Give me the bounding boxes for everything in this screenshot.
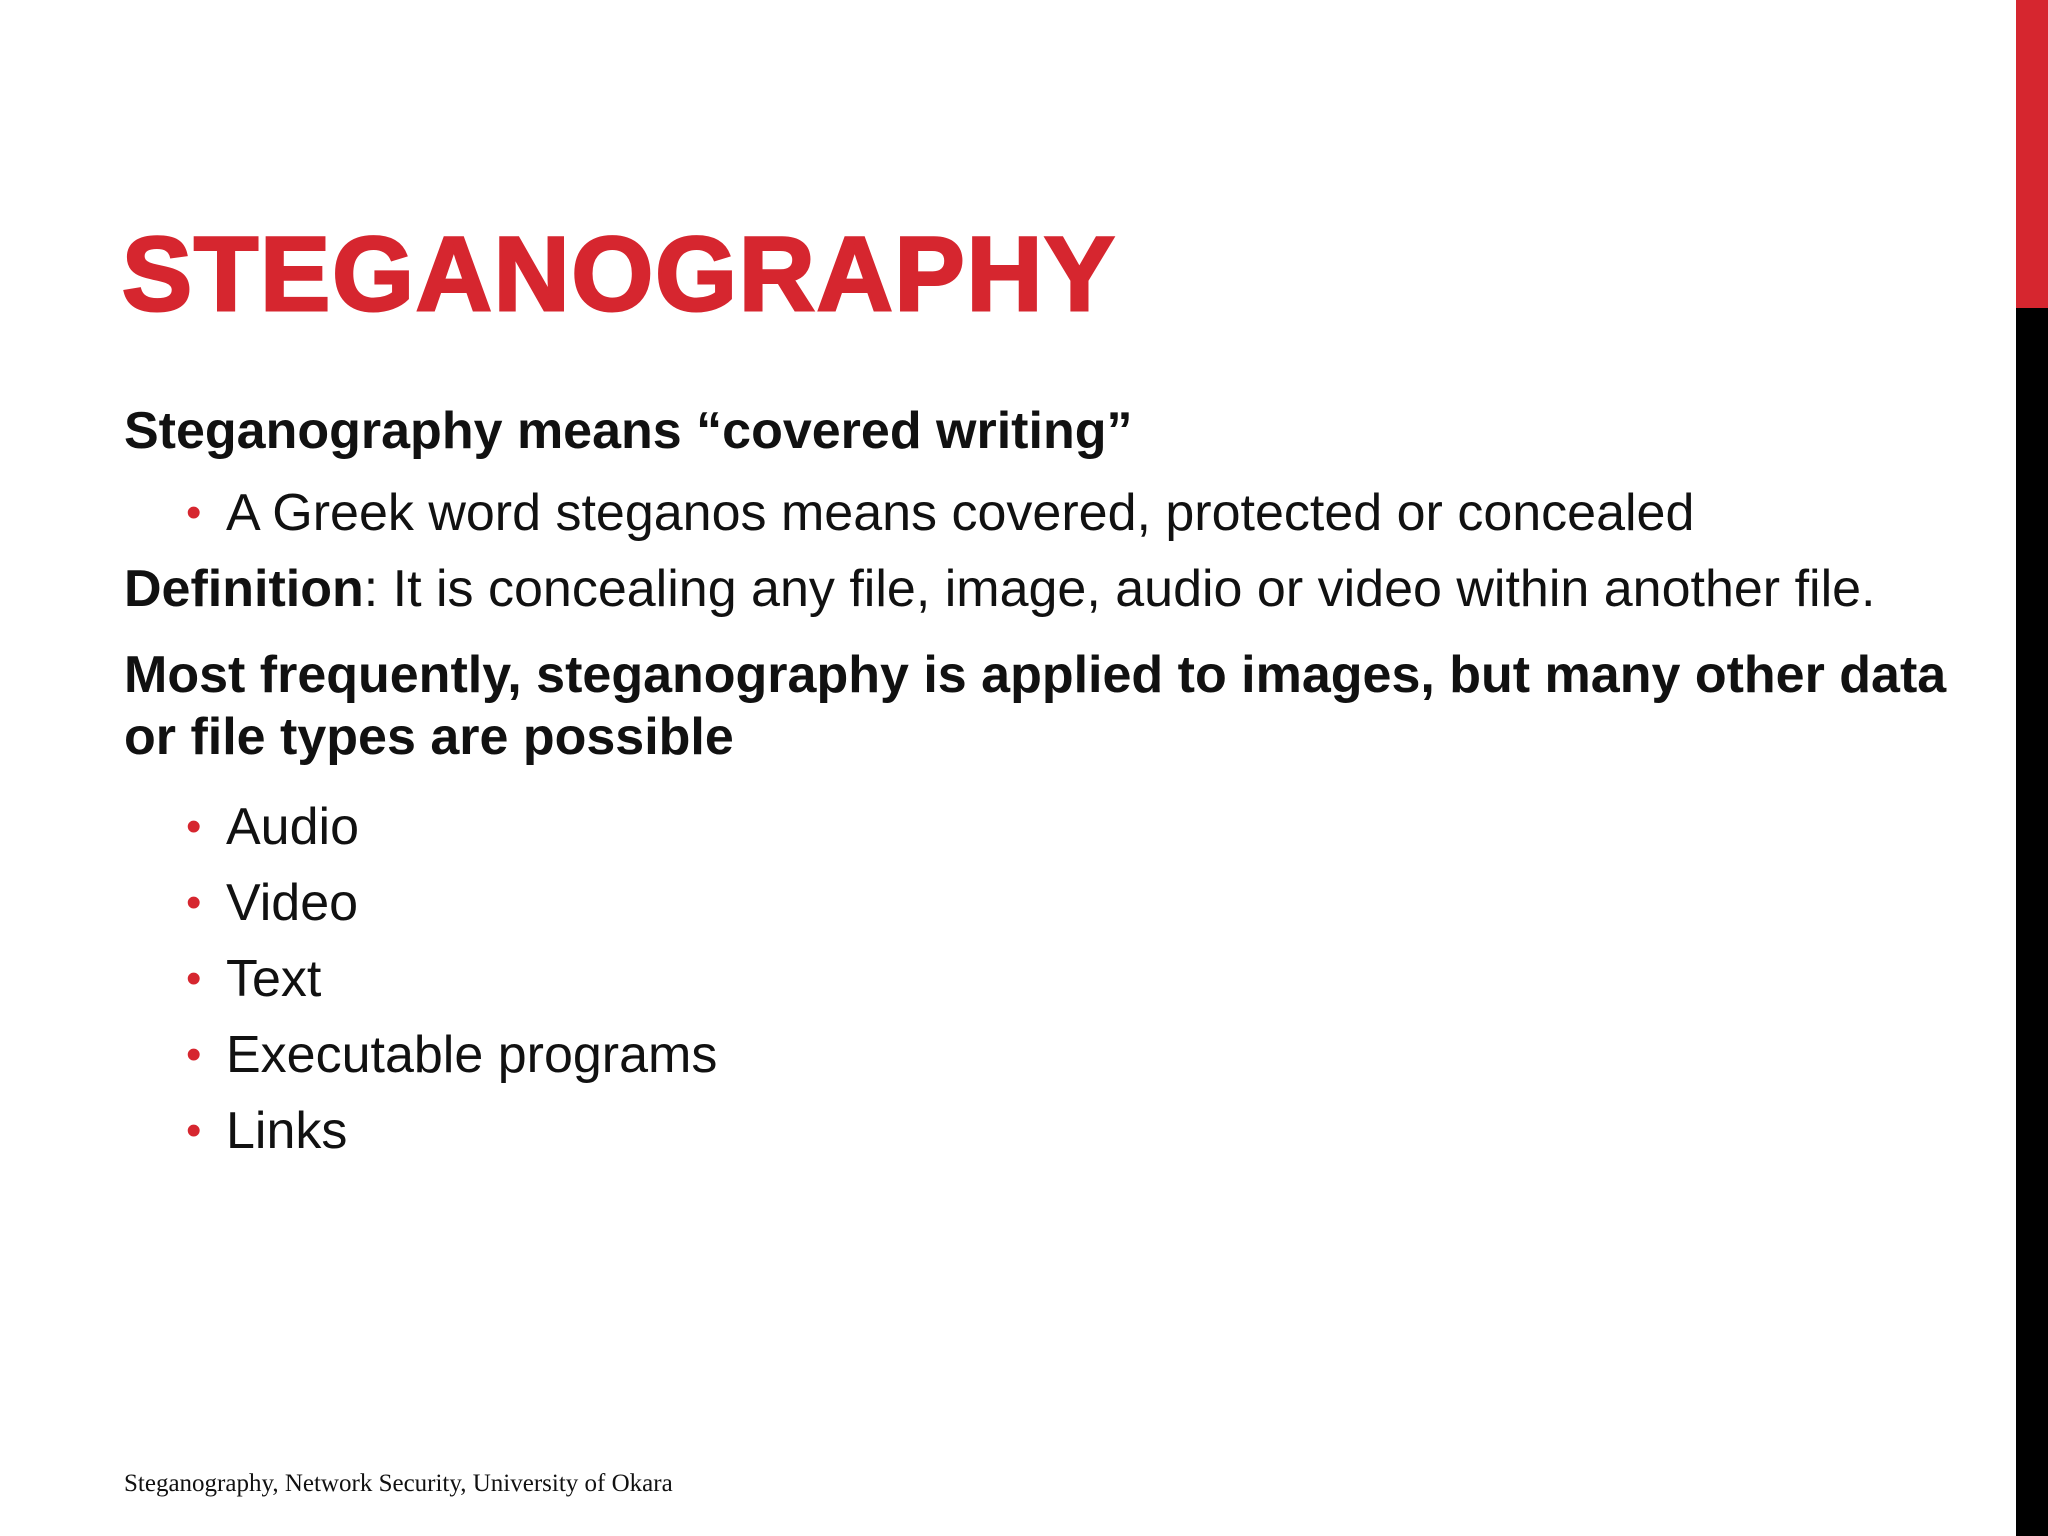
bullet-text: Audio — [226, 798, 359, 856]
definition-label: Definition — [124, 560, 364, 618]
definition-text: : It is concealing any file, image, audio or video within another file. — [363, 560, 1876, 618]
heading-file-types: Most frequently, steganography is applied to images, but many other data or file types are possible — [124, 646, 1947, 766]
bullet-dot-icon: • — [186, 488, 202, 537]
slide-title: STEGANOGRAPHY — [122, 216, 1117, 333]
bullet-dot-icon: • — [186, 802, 202, 851]
bullet-text: Links — [226, 1102, 348, 1160]
bullet-text: Video — [226, 874, 359, 932]
list-item — [186, 948, 1984, 1010]
bullet-dot-icon: • — [186, 1106, 202, 1155]
side-accent-bar-black — [2016, 308, 2048, 1536]
slide-content — [124, 400, 1984, 1162]
side-accent-bar-red — [2016, 0, 2048, 308]
bullet-text: A Greek word steganos means covered, protected or concealed — [226, 484, 1695, 542]
bullet-text: Executable programs — [226, 1026, 718, 1084]
bullet-text: Text — [226, 950, 322, 1008]
list-item — [186, 1100, 1984, 1162]
list-item — [186, 1024, 1984, 1086]
definition-paragraph — [124, 558, 1984, 620]
bullet-list-file-types — [124, 796, 1984, 1162]
bullet-dot-icon: • — [186, 1030, 202, 1079]
list-item — [186, 796, 1984, 858]
list-item — [186, 482, 1984, 544]
heading-covered-writing: Steganography means “covered writing” — [124, 402, 1133, 460]
bullet-dot-icon: • — [186, 954, 202, 1003]
list-item — [186, 872, 1984, 934]
bullet-dot-icon: • — [186, 878, 202, 927]
slide-footer: Steganography, Network Security, University of Okara — [124, 1470, 673, 1497]
bullet-list-greek — [124, 482, 1984, 544]
